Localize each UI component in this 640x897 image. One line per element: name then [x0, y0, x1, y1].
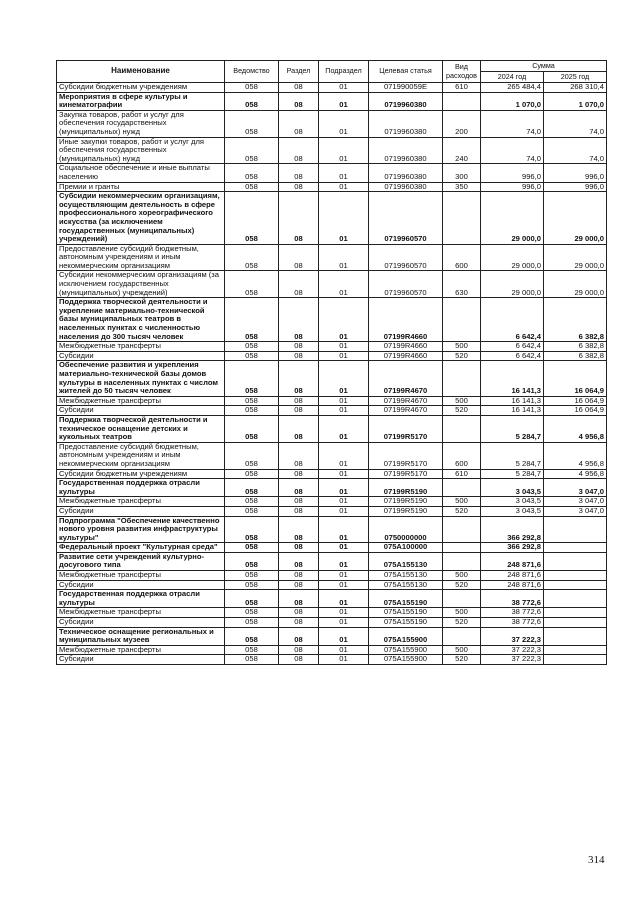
cell-razdel: 08 [279, 645, 319, 655]
cell-name: Предоставление субсидий бюджетным, автономным учреждениям и иным некоммерческим организациям [57, 442, 225, 469]
cell-name: Межбюджетные трансферты [57, 608, 225, 618]
page-number: 314 [588, 854, 605, 866]
cell-2025: 3 047,0 [544, 506, 607, 516]
cell-vedomstvo: 058 [225, 497, 279, 507]
cell-2025 [544, 543, 607, 553]
cell-podrazdel: 01 [319, 361, 369, 396]
cell-vedomstvo: 058 [225, 415, 279, 442]
cell-vid [443, 192, 481, 245]
cell-2025: 6 382,8 [544, 298, 607, 342]
cell-2025 [544, 627, 607, 645]
table-row [57, 590, 607, 608]
cell-podrazdel: 01 [319, 645, 369, 655]
table-row [57, 497, 607, 507]
header-2025: 2025 год [544, 72, 607, 83]
cell-vid: 300 [443, 164, 481, 182]
table-row [57, 164, 607, 182]
cell-2025: 16 064,9 [544, 406, 607, 416]
cell-name: Субсидии [57, 655, 225, 665]
cell-vid: 520 [443, 655, 481, 665]
table-row [57, 571, 607, 581]
cell-target: 0719960380 [369, 164, 443, 182]
cell-razdel: 08 [279, 543, 319, 553]
table-row [57, 618, 607, 628]
cell-razdel: 08 [279, 137, 319, 164]
table-row [57, 479, 607, 497]
cell-vedomstvo: 058 [225, 396, 279, 406]
cell-2024: 74,0 [481, 110, 544, 137]
cell-name: Субсидии бюджетным учреждениям [57, 469, 225, 479]
cell-name: Премии и гранты [57, 182, 225, 192]
cell-vid: 500 [443, 571, 481, 581]
cell-vid: 500 [443, 645, 481, 655]
cell-2024: 29 000,0 [481, 244, 544, 271]
cell-podrazdel: 01 [319, 516, 369, 543]
cell-razdel: 08 [279, 396, 319, 406]
table-row [57, 92, 607, 110]
cell-podrazdel: 01 [319, 627, 369, 645]
cell-name: Субсидии некоммерческим организациям, осуществляющим деятельность в сфере профессионального хореографического искусства (за исключением государственных (муниципальных) учреждений) [57, 192, 225, 245]
cell-podrazdel: 01 [319, 351, 369, 361]
cell-vid [443, 415, 481, 442]
cell-target: 07199R4660 [369, 298, 443, 342]
cell-name: Межбюджетные трансферты [57, 396, 225, 406]
table-row [57, 361, 607, 396]
cell-vid [443, 516, 481, 543]
cell-2025: 6 382,8 [544, 351, 607, 361]
cell-2024: 996,0 [481, 164, 544, 182]
table-body [57, 83, 607, 665]
cell-podrazdel: 01 [319, 552, 369, 570]
cell-razdel: 08 [279, 552, 319, 570]
cell-vid: 610 [443, 469, 481, 479]
cell-2025: 996,0 [544, 182, 607, 192]
cell-target: 075A155900 [369, 645, 443, 655]
cell-vid: 520 [443, 618, 481, 628]
cell-vedomstvo: 058 [225, 590, 279, 608]
table-row [57, 506, 607, 516]
cell-vedomstvo: 058 [225, 244, 279, 271]
cell-razdel: 08 [279, 164, 319, 182]
table-row [57, 110, 607, 137]
cell-target: 0719960570 [369, 192, 443, 245]
cell-vid: 240 [443, 137, 481, 164]
cell-vedomstvo: 058 [225, 479, 279, 497]
cell-2025: 29 000,0 [544, 271, 607, 298]
header-sum: Сумма [481, 61, 607, 72]
cell-podrazdel: 01 [319, 479, 369, 497]
cell-target: 075A155190 [369, 590, 443, 608]
cell-2024: 248 871,6 [481, 571, 544, 581]
cell-podrazdel: 01 [319, 590, 369, 608]
cell-vid [443, 627, 481, 645]
cell-2025: 4 956,8 [544, 415, 607, 442]
cell-name: Межбюджетные трансферты [57, 342, 225, 352]
header-name: Наименование [57, 61, 225, 83]
cell-podrazdel: 01 [319, 506, 369, 516]
cell-target: 0719960380 [369, 137, 443, 164]
cell-razdel: 08 [279, 406, 319, 416]
budget-table [56, 60, 607, 665]
cell-2025: 74,0 [544, 110, 607, 137]
cell-vedomstvo: 058 [225, 442, 279, 469]
cell-podrazdel: 01 [319, 571, 369, 581]
cell-razdel: 08 [279, 655, 319, 665]
cell-razdel: 08 [279, 271, 319, 298]
cell-name: Государственная поддержка отрасли культуры [57, 590, 225, 608]
cell-razdel: 08 [279, 92, 319, 110]
cell-podrazdel: 01 [319, 271, 369, 298]
cell-2024: 38 772,6 [481, 618, 544, 628]
cell-2024: 5 284,7 [481, 442, 544, 469]
cell-2025: 3 047,0 [544, 497, 607, 507]
cell-name: Поддержка творческой деятельности и укрепление материально-технической базы муниципальных театров в населенных пунктах с численностью населения до 300 тысяч человек [57, 298, 225, 342]
cell-2024: 38 772,6 [481, 608, 544, 618]
cell-name: Федеральный проект "Культурная среда" [57, 543, 225, 553]
cell-podrazdel: 01 [319, 83, 369, 93]
cell-2024: 16 141,3 [481, 361, 544, 396]
cell-vid: 350 [443, 182, 481, 192]
cell-podrazdel: 01 [319, 342, 369, 352]
cell-podrazdel: 01 [319, 192, 369, 245]
cell-vedomstvo: 058 [225, 608, 279, 618]
cell-vid: 520 [443, 506, 481, 516]
cell-razdel: 08 [279, 469, 319, 479]
cell-podrazdel: 01 [319, 164, 369, 182]
cell-name: Обеспечение развития и укрепления материально-технической базы домов культуры в населенных пунктах с числом жителей до 50 тысяч человек [57, 361, 225, 396]
cell-target: 07199R4660 [369, 351, 443, 361]
cell-podrazdel: 01 [319, 406, 369, 416]
cell-2025 [544, 516, 607, 543]
table-row [57, 442, 607, 469]
cell-2024: 16 141,3 [481, 406, 544, 416]
cell-vid: 500 [443, 396, 481, 406]
cell-vedomstvo: 058 [225, 361, 279, 396]
cell-2025: 268 310,4 [544, 83, 607, 93]
cell-2025 [544, 608, 607, 618]
cell-vid: 500 [443, 608, 481, 618]
cell-2025: 4 956,8 [544, 442, 607, 469]
cell-razdel: 08 [279, 497, 319, 507]
table-row [57, 627, 607, 645]
cell-razdel: 08 [279, 442, 319, 469]
cell-name: Подпрограмма "Обеспечение качественно нового уровня развития инфраструктуры культуры" [57, 516, 225, 543]
cell-2024: 37 222,3 [481, 627, 544, 645]
cell-2024: 74,0 [481, 137, 544, 164]
cell-2024: 3 043,5 [481, 479, 544, 497]
table-row [57, 192, 607, 245]
cell-vid: 520 [443, 351, 481, 361]
cell-razdel: 08 [279, 618, 319, 628]
cell-vid: 200 [443, 110, 481, 137]
cell-vedomstvo: 058 [225, 618, 279, 628]
cell-name: Субсидии бюджетным учреждениям [57, 83, 225, 93]
table-row [57, 271, 607, 298]
cell-2025: 6 382,8 [544, 342, 607, 352]
cell-name: Субсидии [57, 580, 225, 590]
cell-name: Субсидии [57, 506, 225, 516]
cell-podrazdel: 01 [319, 182, 369, 192]
cell-razdel: 08 [279, 244, 319, 271]
cell-2025 [544, 645, 607, 655]
cell-2024: 265 484,4 [481, 83, 544, 93]
cell-2025: 74,0 [544, 137, 607, 164]
cell-vedomstvo: 058 [225, 627, 279, 645]
cell-name: Государственная поддержка отрасли культуры [57, 479, 225, 497]
cell-target: 075A155130 [369, 580, 443, 590]
cell-vid [443, 543, 481, 553]
cell-razdel: 08 [279, 506, 319, 516]
cell-name: Развитие сети учреждений культурно-досугового типа [57, 552, 225, 570]
cell-vid: 630 [443, 271, 481, 298]
cell-2025: 4 956,8 [544, 469, 607, 479]
cell-target: 0719960380 [369, 182, 443, 192]
cell-vid [443, 552, 481, 570]
cell-target: 07199R5190 [369, 479, 443, 497]
cell-razdel: 08 [279, 627, 319, 645]
cell-2025 [544, 618, 607, 628]
cell-name: Техническое оснащение региональных и муниципальных музеев [57, 627, 225, 645]
cell-2025: 16 064,9 [544, 396, 607, 406]
cell-target: 07199R5170 [369, 469, 443, 479]
cell-2024: 6 642,4 [481, 351, 544, 361]
cell-razdel: 08 [279, 608, 319, 618]
cell-vedomstvo: 058 [225, 110, 279, 137]
cell-name: Предоставление субсидий бюджетным, автономным учреждениям и иным некоммерческим организациям [57, 244, 225, 271]
cell-vedomstvo: 058 [225, 92, 279, 110]
cell-razdel: 08 [279, 351, 319, 361]
table-row [57, 516, 607, 543]
cell-target: 0719960380 [369, 110, 443, 137]
table-row [57, 655, 607, 665]
table-row [57, 543, 607, 553]
cell-target: 075A155900 [369, 655, 443, 665]
cell-podrazdel: 01 [319, 110, 369, 137]
cell-2025: 996,0 [544, 164, 607, 182]
cell-vid [443, 92, 481, 110]
table-row [57, 137, 607, 164]
cell-podrazdel: 01 [319, 442, 369, 469]
cell-name: Иные закупки товаров, работ и услуг для обеспечения государственных (муниципальных) нужд [57, 137, 225, 164]
cell-2024: 248 871,6 [481, 580, 544, 590]
cell-razdel: 08 [279, 580, 319, 590]
cell-razdel: 08 [279, 590, 319, 608]
cell-name: Субсидии [57, 351, 225, 361]
header-target: Целевая статья [369, 61, 443, 83]
cell-target: 075A155130 [369, 552, 443, 570]
cell-vid [443, 298, 481, 342]
cell-2025: 16 064,9 [544, 361, 607, 396]
cell-2024: 3 043,5 [481, 497, 544, 507]
table-row [57, 83, 607, 93]
header-vedomstvo: Ведомство [225, 61, 279, 83]
cell-vedomstvo: 058 [225, 83, 279, 93]
cell-vid: 610 [443, 83, 481, 93]
cell-2025: 29 000,0 [544, 192, 607, 245]
cell-razdel: 08 [279, 516, 319, 543]
cell-2025 [544, 571, 607, 581]
cell-target: 0719960380 [369, 92, 443, 110]
cell-2024: 366 292,8 [481, 543, 544, 553]
cell-podrazdel: 01 [319, 396, 369, 406]
cell-name: Межбюджетные трансферты [57, 571, 225, 581]
cell-vedomstvo: 058 [225, 543, 279, 553]
cell-vedomstvo: 058 [225, 469, 279, 479]
cell-vedomstvo: 058 [225, 192, 279, 245]
cell-podrazdel: 01 [319, 415, 369, 442]
cell-razdel: 08 [279, 361, 319, 396]
cell-2025 [544, 552, 607, 570]
cell-vedomstvo: 058 [225, 655, 279, 665]
cell-target: 071990059Е [369, 83, 443, 93]
cell-target: 07199R5190 [369, 497, 443, 507]
cell-vedomstvo: 058 [225, 351, 279, 361]
cell-vid [443, 590, 481, 608]
cell-target: 075A155190 [369, 618, 443, 628]
cell-target: 07199R4660 [369, 342, 443, 352]
cell-razdel: 08 [279, 110, 319, 137]
cell-2024: 248 871,6 [481, 552, 544, 570]
cell-podrazdel: 01 [319, 655, 369, 665]
cell-2025 [544, 655, 607, 665]
cell-vedomstvo: 058 [225, 271, 279, 298]
cell-razdel: 08 [279, 182, 319, 192]
header-2024: 2024 год [481, 72, 544, 83]
cell-vedomstvo: 058 [225, 298, 279, 342]
cell-name: Поддержка творческой деятельности и техническое оснащение детских и кукольных театров [57, 415, 225, 442]
cell-name: Мероприятия в сфере культуры и кинематографии [57, 92, 225, 110]
cell-2024: 996,0 [481, 182, 544, 192]
header-podrazdel: Подраздел [319, 61, 369, 83]
cell-2025: 3 047,0 [544, 479, 607, 497]
header-razdel: Раздел [279, 61, 319, 83]
cell-podrazdel: 01 [319, 608, 369, 618]
cell-target: 07199R5190 [369, 506, 443, 516]
cell-podrazdel: 01 [319, 580, 369, 590]
cell-2024: 366 292,8 [481, 516, 544, 543]
cell-target: 07199R5170 [369, 442, 443, 469]
cell-vedomstvo: 058 [225, 506, 279, 516]
cell-2024: 38 772,6 [481, 590, 544, 608]
cell-2025: 1 070,0 [544, 92, 607, 110]
cell-podrazdel: 01 [319, 92, 369, 110]
cell-razdel: 08 [279, 298, 319, 342]
cell-podrazdel: 01 [319, 137, 369, 164]
cell-vedomstvo: 058 [225, 552, 279, 570]
cell-razdel: 08 [279, 83, 319, 93]
cell-vedomstvo: 058 [225, 645, 279, 655]
cell-2024: 5 284,7 [481, 469, 544, 479]
cell-target: 075A100000 [369, 543, 443, 553]
cell-2025: 29 000,0 [544, 244, 607, 271]
table-row [57, 552, 607, 570]
cell-podrazdel: 01 [319, 543, 369, 553]
table-row [57, 342, 607, 352]
cell-podrazdel: 01 [319, 497, 369, 507]
cell-vid: 520 [443, 406, 481, 416]
cell-podrazdel: 01 [319, 469, 369, 479]
cell-name: Межбюджетные трансферты [57, 497, 225, 507]
cell-vedomstvo: 058 [225, 342, 279, 352]
cell-razdel: 08 [279, 415, 319, 442]
cell-name: Субсидии [57, 406, 225, 416]
cell-target: 075A155900 [369, 627, 443, 645]
cell-razdel: 08 [279, 479, 319, 497]
cell-vedomstvo: 058 [225, 571, 279, 581]
cell-2025 [544, 590, 607, 608]
cell-vid: 600 [443, 244, 481, 271]
cell-2024: 37 222,3 [481, 655, 544, 665]
cell-target: 075A155130 [369, 571, 443, 581]
cell-target: 07199R4670 [369, 361, 443, 396]
cell-razdel: 08 [279, 342, 319, 352]
cell-target: 0750000000 [369, 516, 443, 543]
table-row [57, 244, 607, 271]
cell-name: Социальное обеспечение и иные выплаты населению [57, 164, 225, 182]
cell-target: 0719960570 [369, 244, 443, 271]
cell-name: Межбюджетные трансферты [57, 645, 225, 655]
cell-2024: 6 642,4 [481, 298, 544, 342]
cell-name: Субсидии некоммерческим организациям (за исключением государственных (муниципальных) учреждений) [57, 271, 225, 298]
cell-vid [443, 361, 481, 396]
cell-target: 0719960570 [369, 271, 443, 298]
cell-2024: 29 000,0 [481, 192, 544, 245]
cell-vid: 520 [443, 580, 481, 590]
cell-target: 07199R4670 [369, 406, 443, 416]
cell-vedomstvo: 058 [225, 164, 279, 182]
cell-vedomstvo: 058 [225, 182, 279, 192]
cell-2025 [544, 580, 607, 590]
cell-2024: 37 222,3 [481, 645, 544, 655]
cell-2024: 16 141,3 [481, 396, 544, 406]
cell-2024: 3 043,5 [481, 506, 544, 516]
header-vid: Вид расходов [443, 61, 481, 83]
cell-target: 075A155190 [369, 608, 443, 618]
cell-vid: 500 [443, 342, 481, 352]
cell-2024: 1 070,0 [481, 92, 544, 110]
cell-vedomstvo: 058 [225, 137, 279, 164]
cell-vid: 600 [443, 442, 481, 469]
cell-vid [443, 479, 481, 497]
cell-2024: 5 284,7 [481, 415, 544, 442]
cell-2024: 29 000,0 [481, 271, 544, 298]
cell-vedomstvo: 058 [225, 516, 279, 543]
cell-vedomstvo: 058 [225, 406, 279, 416]
cell-target: 07199R4670 [369, 396, 443, 406]
cell-razdel: 08 [279, 192, 319, 245]
cell-2024: 6 642,4 [481, 342, 544, 352]
cell-podrazdel: 01 [319, 244, 369, 271]
cell-target: 07199R5170 [369, 415, 443, 442]
cell-podrazdel: 01 [319, 618, 369, 628]
cell-vid: 500 [443, 497, 481, 507]
cell-vedomstvo: 058 [225, 580, 279, 590]
table-row [57, 415, 607, 442]
cell-podrazdel: 01 [319, 298, 369, 342]
table-row [57, 298, 607, 342]
cell-name: Закупка товаров, работ и услуг для обеспечения государственных (муниципальных) нужд [57, 110, 225, 137]
cell-razdel: 08 [279, 571, 319, 581]
budget-document [56, 60, 606, 665]
cell-name: Субсидии [57, 618, 225, 628]
